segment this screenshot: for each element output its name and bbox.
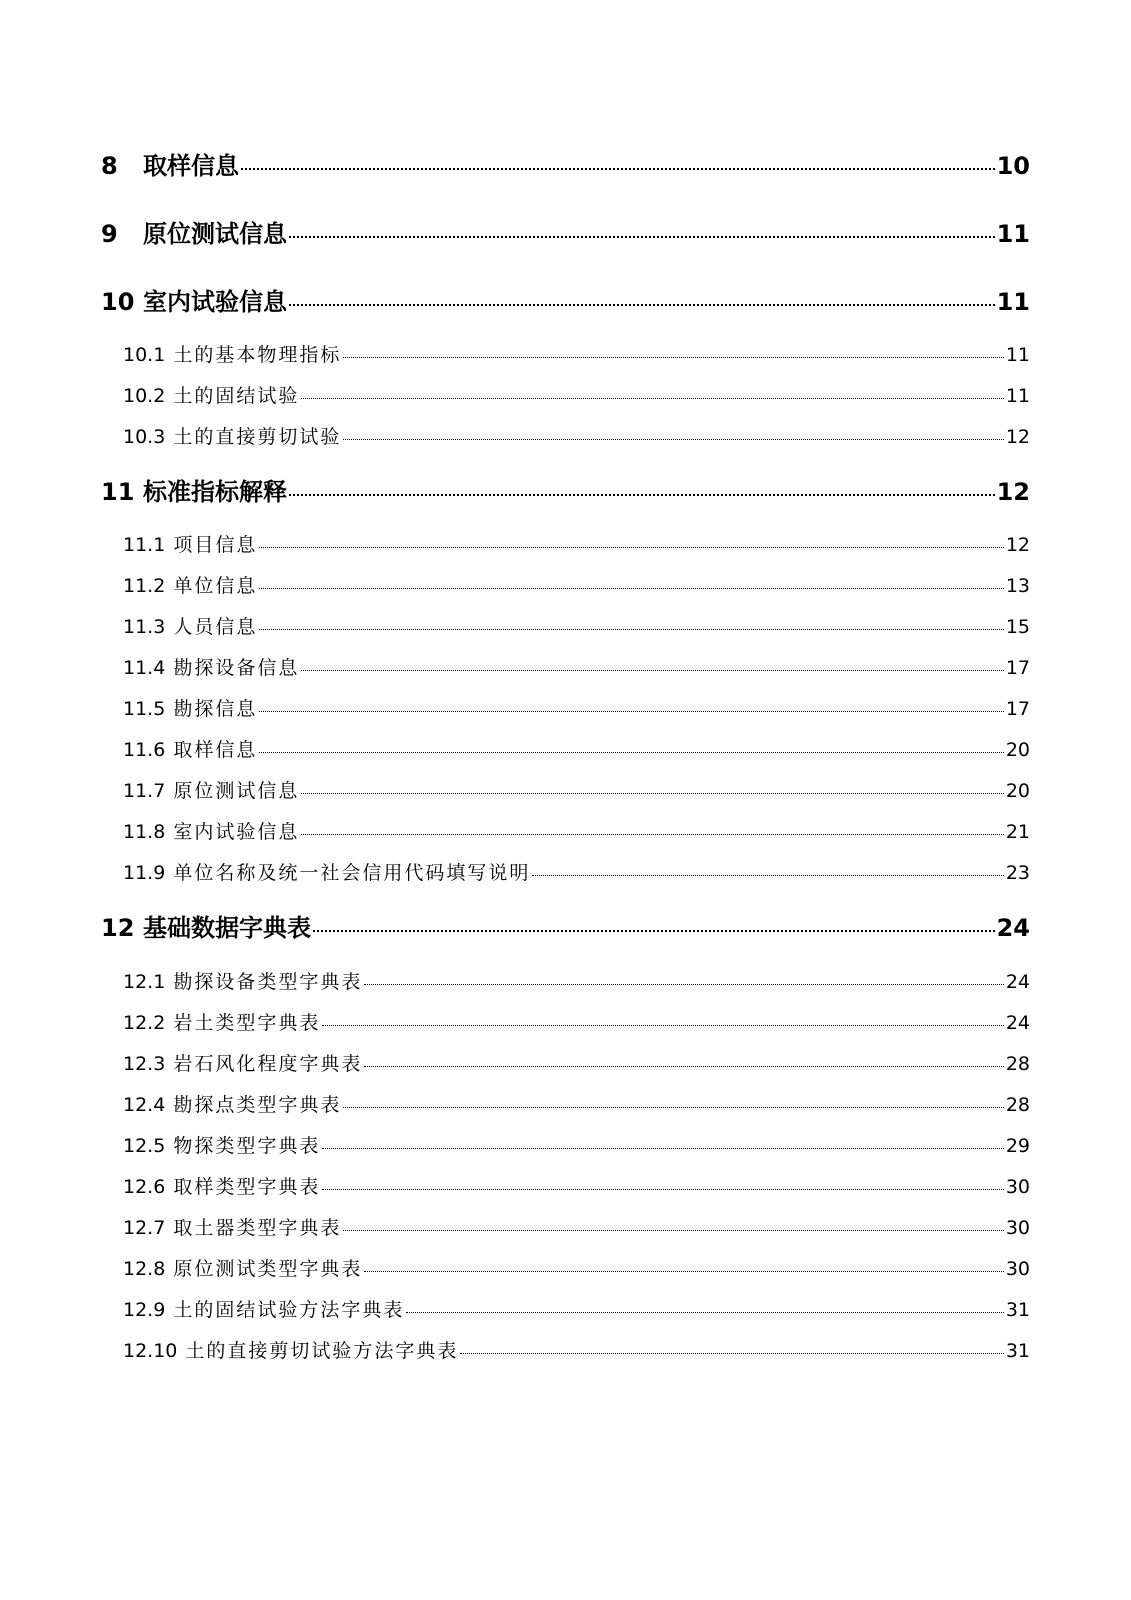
toc-dot-leader bbox=[322, 1147, 1003, 1149]
toc-entry-number: 12.10 bbox=[123, 1340, 178, 1362]
toc-entry-number: 11.4 bbox=[123, 657, 166, 679]
toc-entry-12-9[interactable] bbox=[123, 1295, 1030, 1323]
toc-entry-title: 项目信息 bbox=[173, 534, 258, 556]
toc-entry-number: 8 bbox=[101, 152, 118, 180]
toc-entry-number: 12.2 bbox=[123, 1012, 166, 1034]
toc-dot-leader bbox=[289, 303, 995, 306]
toc-dot-leader bbox=[259, 751, 1003, 753]
toc-entry-11-6[interactable] bbox=[123, 735, 1030, 763]
toc-entry-title: 基础数据字典表 bbox=[143, 914, 311, 942]
toc-entry-10[interactable] bbox=[101, 282, 1030, 316]
toc-entry-11-3[interactable] bbox=[123, 612, 1030, 640]
toc-page-number: 11 bbox=[996, 288, 1030, 316]
toc-entry-number: 10.1 bbox=[123, 344, 166, 366]
toc-dot-leader bbox=[460, 1352, 1003, 1354]
toc-dot-leader bbox=[259, 628, 1003, 630]
toc-entry-10-1[interactable] bbox=[123, 340, 1030, 368]
toc-page-number: 17 bbox=[1005, 657, 1030, 679]
toc-entry-number: 12.6 bbox=[123, 1176, 166, 1198]
toc-page-number: 24 bbox=[996, 914, 1030, 942]
toc-entry-title: 单位信息 bbox=[173, 575, 258, 597]
toc-page-number: 30 bbox=[1005, 1258, 1030, 1280]
toc-entry-12-1[interactable] bbox=[123, 967, 1030, 995]
toc-entry-12[interactable] bbox=[101, 908, 1030, 942]
toc-page-number: 12 bbox=[1005, 534, 1030, 556]
toc-dot-leader bbox=[301, 397, 1003, 399]
toc-page-number: 21 bbox=[1005, 821, 1030, 843]
toc-dot-leader bbox=[343, 356, 1003, 358]
toc-page-number: 31 bbox=[1005, 1340, 1030, 1362]
toc-entry-10-2[interactable] bbox=[123, 381, 1030, 409]
toc-entry-title: 室内试验信息 bbox=[143, 288, 287, 316]
toc-entry-title: 土的固结试验 bbox=[173, 385, 300, 407]
toc-entry-number: 11.2 bbox=[123, 575, 166, 597]
toc-entry-number: 11.5 bbox=[123, 698, 166, 720]
toc-entry-number: 12 bbox=[101, 914, 135, 942]
toc-dot-leader bbox=[532, 874, 1003, 876]
toc-page-number: 24 bbox=[1005, 1012, 1030, 1034]
toc-dot-leader bbox=[364, 1270, 1003, 1272]
toc-entry-12-7[interactable] bbox=[123, 1213, 1030, 1241]
toc-page-number: 13 bbox=[1005, 575, 1030, 597]
toc-entry-title: 原位测试信息 bbox=[143, 220, 287, 248]
toc-entry-number: 12.5 bbox=[123, 1135, 166, 1157]
toc-entry-11-1[interactable] bbox=[123, 530, 1030, 558]
toc-entry-11-9[interactable] bbox=[123, 858, 1030, 886]
toc-entry-title: 原位测试信息 bbox=[173, 780, 300, 802]
toc-entry-12-2[interactable] bbox=[123, 1008, 1030, 1036]
toc-entry-title: 取土器类型字典表 bbox=[173, 1217, 342, 1239]
toc-page-number: 10 bbox=[996, 152, 1030, 180]
toc-entry-11[interactable] bbox=[101, 472, 1030, 506]
toc-entry-title: 单位名称及统一社会信用代码填写说明 bbox=[173, 862, 531, 884]
toc-dot-leader bbox=[241, 167, 995, 170]
toc-page-number: 15 bbox=[1005, 616, 1030, 638]
toc-dot-leader bbox=[289, 235, 995, 238]
toc-entry-title: 人员信息 bbox=[173, 616, 258, 638]
toc-page-number: 12 bbox=[996, 478, 1030, 506]
toc-dot-leader bbox=[259, 710, 1003, 712]
toc-page-number: 23 bbox=[1005, 862, 1030, 884]
toc-dot-leader bbox=[364, 1065, 1003, 1067]
toc-entry-12-3[interactable] bbox=[123, 1049, 1030, 1077]
toc-dot-leader bbox=[343, 1106, 1003, 1108]
toc-entry-number: 10.2 bbox=[123, 385, 166, 407]
toc-entry-number: 12.8 bbox=[123, 1258, 166, 1280]
toc-entry-12-10[interactable] bbox=[123, 1336, 1030, 1364]
toc-entry-number: 11.8 bbox=[123, 821, 166, 843]
toc-page-number: 20 bbox=[1005, 739, 1030, 761]
toc-entry-title: 原位测试类型字典表 bbox=[173, 1258, 363, 1280]
toc-entry-number: 11 bbox=[101, 478, 135, 506]
toc-entry-number: 12.1 bbox=[123, 971, 166, 993]
toc-entry-8[interactable] bbox=[101, 146, 1030, 180]
toc-entry-title: 土的直接剪切试验方法字典表 bbox=[185, 1340, 459, 1362]
toc-entry-number: 11.7 bbox=[123, 780, 166, 802]
toc-dot-leader bbox=[259, 587, 1003, 589]
toc-page-number: 29 bbox=[1005, 1135, 1030, 1157]
toc-dot-leader bbox=[322, 1024, 1003, 1026]
toc-entry-number: 11.9 bbox=[123, 862, 166, 884]
toc-dot-leader bbox=[406, 1311, 1003, 1313]
toc-entry-title: 勘探点类型字典表 bbox=[173, 1094, 342, 1116]
toc-dot-leader bbox=[301, 833, 1003, 835]
toc-entry-title: 取样信息 bbox=[143, 152, 239, 180]
toc-dot-leader bbox=[301, 792, 1003, 794]
toc-dot-leader bbox=[343, 438, 1003, 440]
toc-entry-9[interactable] bbox=[101, 214, 1030, 248]
toc-page-number: 11 bbox=[1005, 385, 1030, 407]
toc-page-number: 30 bbox=[1005, 1217, 1030, 1239]
toc-page-number: 20 bbox=[1005, 780, 1030, 802]
toc-dot-leader bbox=[313, 929, 995, 932]
toc-entry-title: 勘探设备信息 bbox=[173, 657, 300, 679]
toc-entry-title: 标准指标解释 bbox=[143, 478, 287, 506]
toc-entry-number: 12.4 bbox=[123, 1094, 166, 1116]
toc-entry-11-2[interactable] bbox=[123, 571, 1030, 599]
toc-dot-leader bbox=[259, 546, 1003, 548]
toc-page-number: 28 bbox=[1005, 1053, 1030, 1075]
toc-entry-number: 11.6 bbox=[123, 739, 166, 761]
toc-entry-11-5[interactable] bbox=[123, 694, 1030, 722]
toc-entry-11-7[interactable] bbox=[123, 776, 1030, 804]
toc-entry-title: 土的固结试验方法字典表 bbox=[173, 1299, 405, 1321]
toc-entry-12-5[interactable] bbox=[123, 1131, 1030, 1159]
toc-page-number: 17 bbox=[1005, 698, 1030, 720]
toc-entry-title: 物探类型字典表 bbox=[173, 1135, 321, 1157]
toc-entry-number: 11.1 bbox=[123, 534, 166, 556]
toc-entry-number: 10.3 bbox=[123, 426, 166, 448]
toc-page-number: 31 bbox=[1005, 1299, 1030, 1321]
toc-page-number: 11 bbox=[1005, 344, 1030, 366]
toc-dot-leader bbox=[343, 1229, 1003, 1231]
toc-page-number: 12 bbox=[1005, 426, 1030, 448]
toc-page-number: 11 bbox=[996, 220, 1030, 248]
toc-entry-number: 11.3 bbox=[123, 616, 166, 638]
toc-dot-leader bbox=[322, 1188, 1003, 1190]
toc-entry-number: 12.7 bbox=[123, 1217, 166, 1239]
toc-entry-number: 12.9 bbox=[123, 1299, 166, 1321]
toc-entry-title: 土的直接剪切试验 bbox=[173, 426, 342, 448]
toc-entry-title: 土的基本物理指标 bbox=[173, 344, 342, 366]
toc-entry-number: 12.3 bbox=[123, 1053, 166, 1075]
toc-entry-number: 9 bbox=[101, 220, 118, 248]
toc-page-number: 24 bbox=[1005, 971, 1030, 993]
toc-entry-title: 取样信息 bbox=[173, 739, 258, 761]
toc-dot-leader bbox=[289, 493, 995, 496]
toc-entry-number: 10 bbox=[101, 288, 135, 316]
toc-entry-title: 室内试验信息 bbox=[173, 821, 300, 843]
toc-entry-11-4[interactable] bbox=[123, 653, 1030, 681]
toc-entry-title: 勘探信息 bbox=[173, 698, 258, 720]
toc-entry-title: 取样类型字典表 bbox=[173, 1176, 321, 1198]
toc-entry-12-8[interactable] bbox=[123, 1254, 1030, 1282]
toc-page-number: 30 bbox=[1005, 1176, 1030, 1198]
toc-dot-leader bbox=[301, 669, 1003, 671]
toc-entry-title: 岩石风化程度字典表 bbox=[173, 1053, 363, 1075]
toc-entry-12-6[interactable] bbox=[123, 1172, 1030, 1200]
toc-entry-10-3[interactable] bbox=[123, 422, 1030, 450]
toc-entry-title: 勘探设备类型字典表 bbox=[173, 971, 363, 993]
toc-dot-leader bbox=[364, 983, 1003, 985]
toc-page-number: 28 bbox=[1005, 1094, 1030, 1116]
toc-entry-12-4[interactable] bbox=[123, 1090, 1030, 1118]
toc-entry-11-8[interactable] bbox=[123, 817, 1030, 845]
toc-entry-title: 岩土类型字典表 bbox=[173, 1012, 321, 1034]
